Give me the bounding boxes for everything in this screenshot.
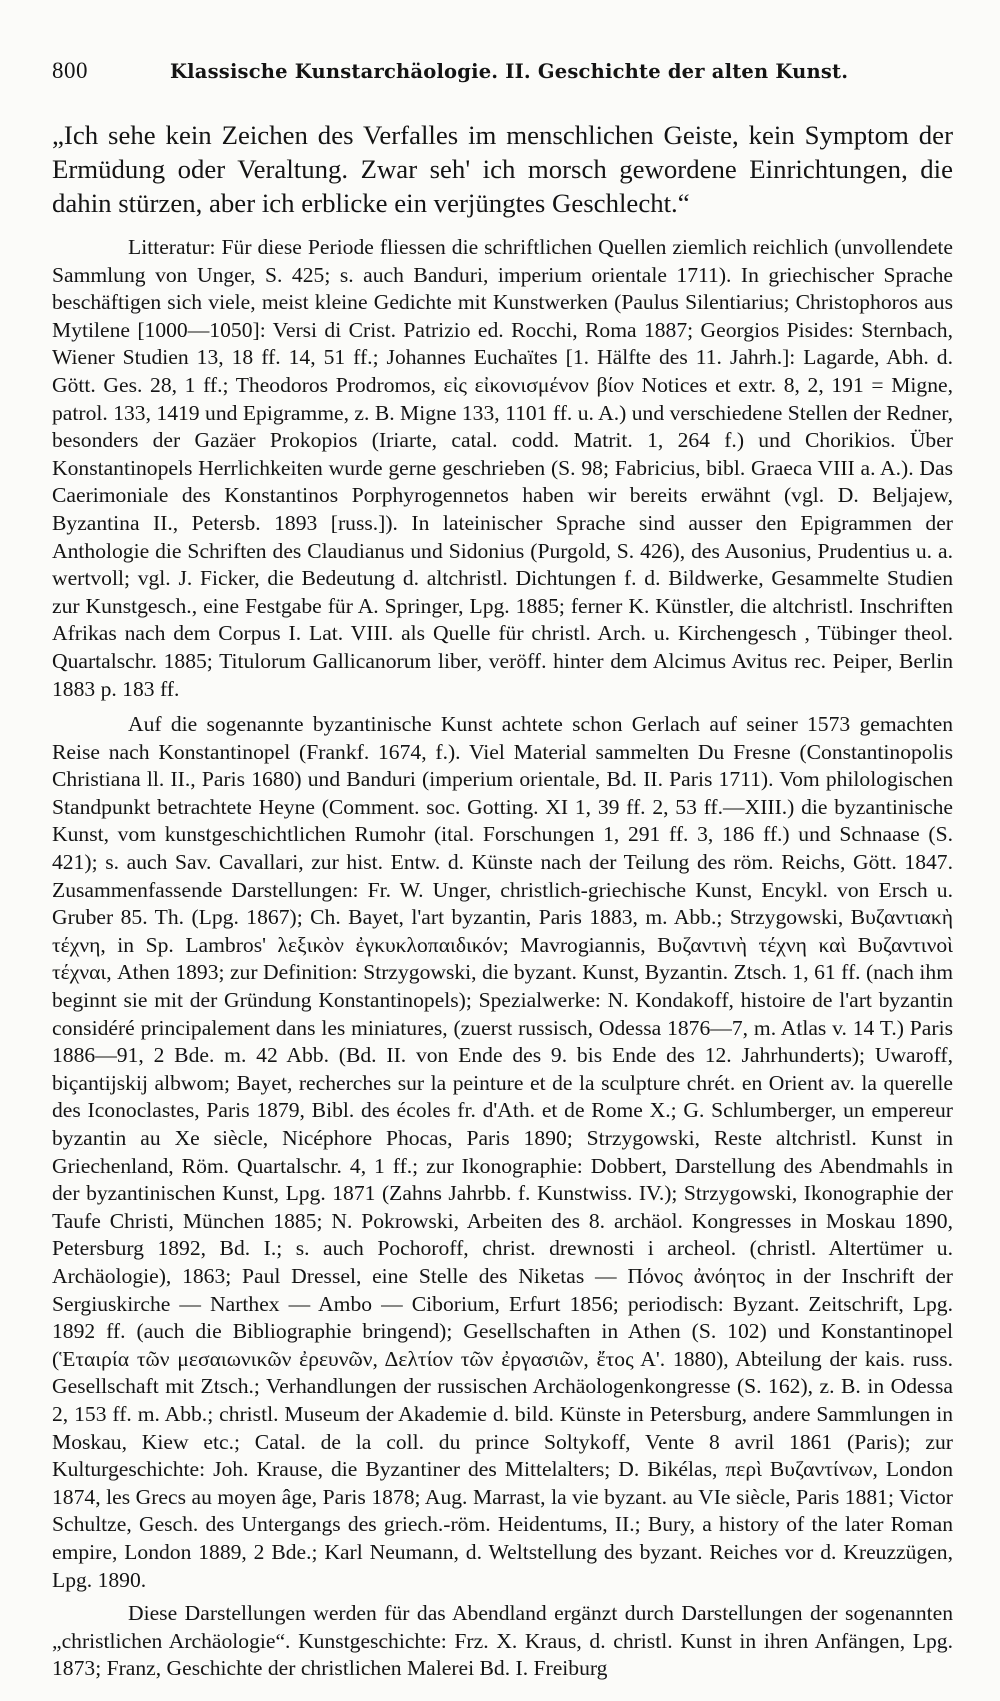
body-paragraph: Auf die sogenannte byzantinische Kunst achtete schon Gerlach auf seiner 1573 gemachten Reise nach Konstantinopel (Frankf. 1674, f.). Viel Material sammelten Du Fresne (Constantinopolis Christiana ll. II., Paris 1680) und Banduri (imperium orientale, Bd. II. Paris 1711). Vom philologischen Standpunkt betrachtete Heyne (Comment. soc. Gotting. XI 1, 39 ff. 2, 53 ff.—XIII.) die byzantinische Kunst, vom kunstgeschichtlichen Rumohr (ital. Forschungen 1, 291 ff. 3, 186 ff.) und Schnaase (S. 421); s. auch Sav. Cavallari, zur hist. Entw. d. Künste nach der Teilung des röm. Reichs, Gött. 1847. Zusammenfassende Darstellungen: Fr. W. Unger, christlich-griechische Kunst, Encykl. von Ersch u. Gruber 85. Th. (Lpg. 1867); Ch. Bayet, l'art byzantin, Paris 1883, m. Abb.; Strzygowski, Βυζαντιακὴ τέχνη, in Sp. Lambros' λεξικὸν ἐγκυκλοπαιδικόν; Mavrogiannis, Βυζαντινὴ τέχνη καὶ Βυζαντινοὶ τέχναι, Athen 1893; zur Definition: Strzygowski, die byzant. Kunst, Byzantin. Ztsch. 1, 61 ff. (nach ihm beginnt sie mit der Gründung Konstantinopels); Spezialwerke: N. Kondakoff, histoire de l'art byzantin considéré principalement dans les miniatures, (zuerst russisch, Odessa 1876—7, m. Atlas v. 14 T.) Paris 1886—91, 2 Bde. m. 42 Abb. (Bd. II. von Ende des 9. bis Ende des 12. Jahrhunderts); Uwaroff, biçantijskij albwom; Bayet, recherches sur la peinture et de la sculpture chrét. en Orient av. la querelle des Iconoclastes, Paris 1879, Bibl. des écoles fr. d'Ath. et de Rome X.; G. Schlumberger, un empereur byzantin au Xe siècle, Nicéphore Phocas, Paris 1890; Strzygowski, Reste altchristl. Kunst in Griechenland, Röm. Quartalschr. 4, 1 ff.; zur Ikonographie: Dobbert, Darstellung des Abendmahls in der byzantinischen Kunst, Lpg. 1871 (Zahns Jahrbb. f. Kunstwiss. IV.); Strzygowski, Ikonographie der Taufe Christi, München 1885; N. Pokrowski, Arbeiten des 8. archäol. Kongresses in Moskau 1890, Petersburg 1892, Bd. I.; s. auch Pochoroff, christ. drewnosti i archeol. (christl. Altertümer u. Archäologie), 1863; Paul Dressel, eine Stelle des Niketas — Πόνος ἀνόητος in der Inschrift der Sergiuskirche — Narthex — Ambo — Ciborium, Erfurt 1856; periodisch: Byzant. Zeitschrift, Lpg. 1892 ff. (auch die Bibliographie bringend); Gesellschaften in Athen (S. 102) und Konstantinopel (Ἑταιρία τῶν μεσαιωνικῶν ἐρευνῶν, Δελτίον τῶν ἐργασιῶν, ἔτος Α'. 1880), Abteilung der kais. russ. Gesellschaft mit Ztsch.; Verhandlungen der russischen Archäologenkongresse (S. 162), z. B. in Odessa 2, 153 ff. m. Abb.; christl. Museum der Akademie d. bild. Künste in Petersburg, andere Sammlungen in Moskau, Kiew etc.; Catal. de la coll. du prince Soltykoff, Vente 8 avril 1861 (Paris); zur Kulturgeschichte: Joh. Krause, die Byzantiner des Mittelalters; D. Bikélas, περὶ Βυζαντίνων, London 1874, les Grecs au moyen âge, Paris 1878; Aug. Marrast, la vie byzant. au VIe siècle, Paris 1881; Victor Schultze, Gesch. des Untergangs des griech.-röm. Heidentums, II.; Bury, a history of the later Roman empire, London 1889, 2 Bde.; Karl Neumann, d. Weltstellung des byzant. Reiches vor d. Kreuzzügen, Lpg. 1890. xyxy=(52,712,953,1592)
literature-paragraph: Litteratur: Für diese Periode fliessen die schriftlichen Quellen ziemlich reichlich (unvollendete Sammlung von Unger, S. 425; s. auch Banduri, imperium orientale 1711). In griechischer Sprache beschäftigen sich viele, meist kleine Gedichte mit Kunstwerken (Paulus Silentiarius; Christophoros aus Mytilene [1000—1050]: Versi di Crist. Patrizio ed. Rocchi, Roma 1887; Georgios Pisides: Sternbach, Wiener Studien 13, 18 ff. 14, 51 ff.; Johannes Euchaïtes [1. Hälfte des 11. Jahrh.]: Lagarde, Abh. d. Gött. Ges. 28, 1 ff.; Theodoros Prodromos, εἰς εἰκονισμένον βίον Notices et extr. 8, 2, 191 = Migne, patrol. 133, 1419 und Epigramme, z. B. Migne 133, 1101 ff. u. A.) und verschiedene Stellen der Redner, besonders der Gazäer Prokopios (Iriarte, catal. codd. Matrit. 1, 264 f.) und Chorikios. Über Konstantinopels Herrlichkeiten wurde gerne geschrieben (S. 98; Fabricius, bibl. Graeca VIII a. A.). Das Caerimoniale des Konstantinos Porphyrogennetos haben wir bereits erwähnt (vgl. D. Beljajew, Byzantina II., Petersb. 1893 [russ.]). In lateinischer Sprache sind ausser den Epigrammen der Anthologie die Schriften des Claudianus und Sidonius (Purgold, S. 426), des Ausonius, Prudentius u. a. wertvoll; vgl. J. Ficker, die Bedeutung d. altchristl. Dichtungen f. d. Bildwerke, Gesammelte Studien zur Kunstgesch., eine Festgabe für A. Springer, Lpg. 1885; ferner K. Künstler, die altchristl. Inschriften Afrikas nach dem Corpus I. Lat. VIII. als Quelle für christl. Arch. u. Kirchengesch , Tübinger theol. Quartalschr. 1885; Titulorum Gallicanorum liber, veröff. hinter dem Alcimus Avitus rec. Peiper, Berlin 1883 p. 183 ff. xyxy=(52,235,953,701)
page-number: 800 xyxy=(52,58,88,83)
running-head xyxy=(52,58,953,84)
quote-paragraph: „Ich sehe kein Zeichen des Verfalles im menschlichen Geiste, kein Symptom der Ermüdung oder Veraltung. Zwar seh' ich morsch gewordene Einrichtungen, die dahin stürzen, aber ich erblicke ein verjüngtes Geschlecht.“ xyxy=(52,120,953,218)
running-title: Klassische Kunstarchäologie. II. Geschichte der alten Kunst. xyxy=(170,60,849,83)
body-paragraph: Diese Darstellungen werden für das Abendland ergänzt durch Darstellungen der sogenannten „christlichen Archäologie“. Kunstgeschichte: Frz. X. Kraus, d. christl. Kunst in ihren Anfängen, Lpg. 1873; Franz, Geschichte der christlichen Malerei Bd. I. Freiburg xyxy=(52,1601,953,1681)
